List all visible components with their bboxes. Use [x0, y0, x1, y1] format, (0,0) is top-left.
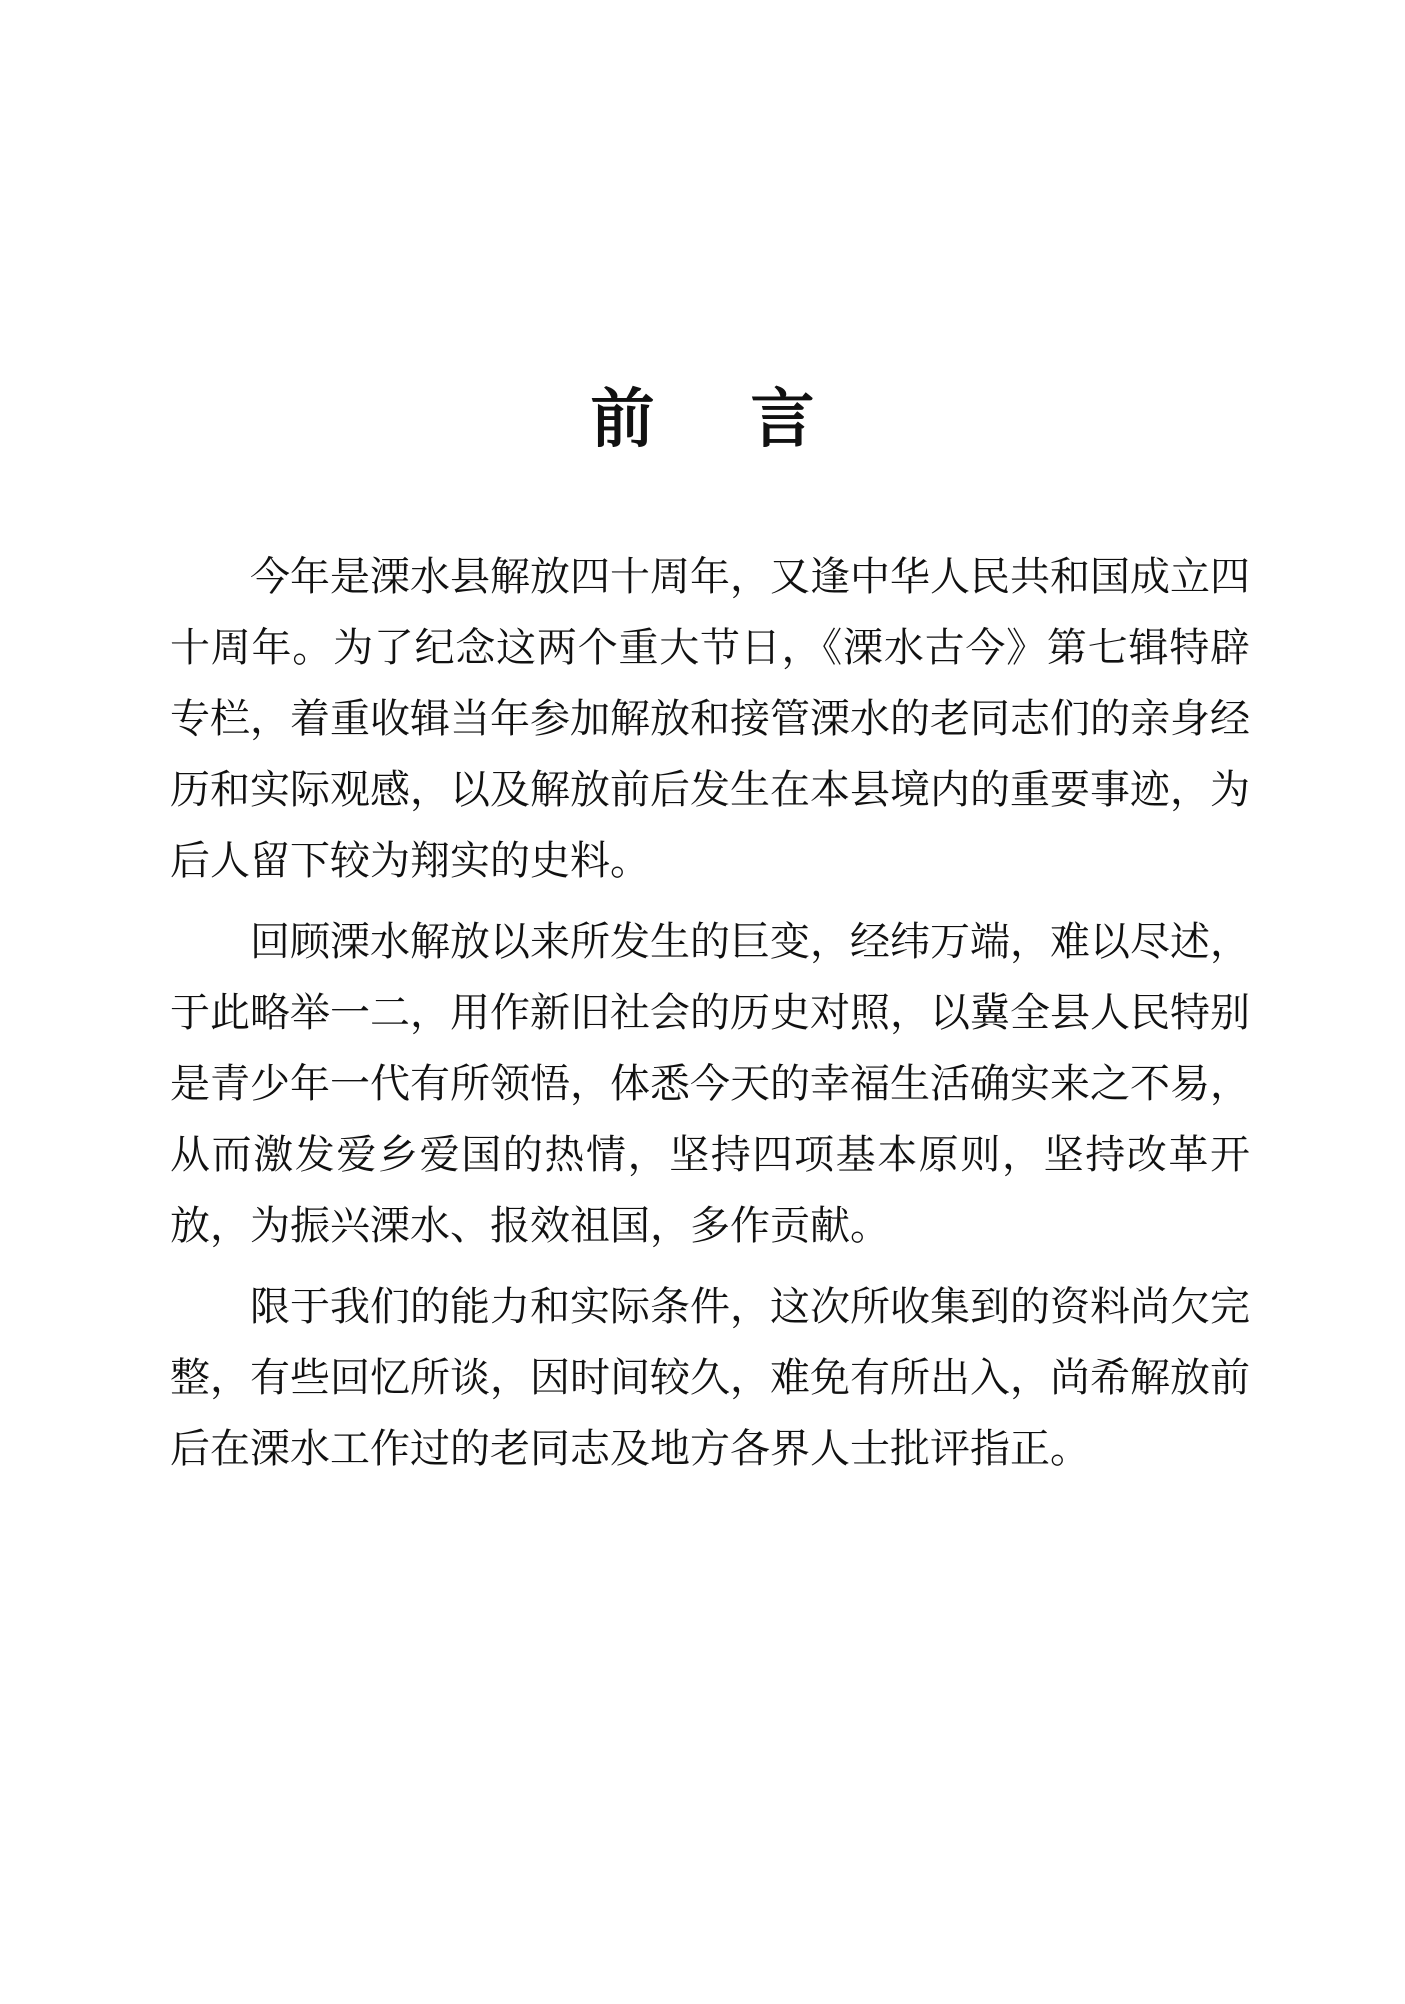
preface-body: [170, 542, 1250, 1495]
page-title: 前言: [590, 382, 911, 457]
paragraph: 限于我们的能力和实际条件，这次所收集到的资料尚欠完整，有些回忆所谈，因时间较久，难免有所出入，尚希解放前后在溧水工作过的老同志及地方各界人士批评指正。: [170, 1284, 1250, 1472]
paragraph: 今年是溧水县解放四十周年，又逢中华人民共和国成立四十周年。为了纪念这两个重大节日，《溧水古今》第七辑特辟专栏，着重收辑当年参加解放和接管溧水的老同志们的亲身经历和实际观感，以及解放前后发生在本县境内的重要事迹，为后人留下较为翔实的史料。: [170, 554, 1250, 884]
paragraph: 回顾溧水解放以来所发生的巨变，经纬万端，难以尽述，于此略举一二，用作新旧社会的历史对照，以冀全县人民特别是青少年一代有所领悟，体悉今天的幸福生活确实来之不易，从而激发爱乡爱国的热情，坚持四项基本原则，坚持改革开放，为振兴溧水、报效祖国，多作贡献。: [170, 919, 1250, 1249]
